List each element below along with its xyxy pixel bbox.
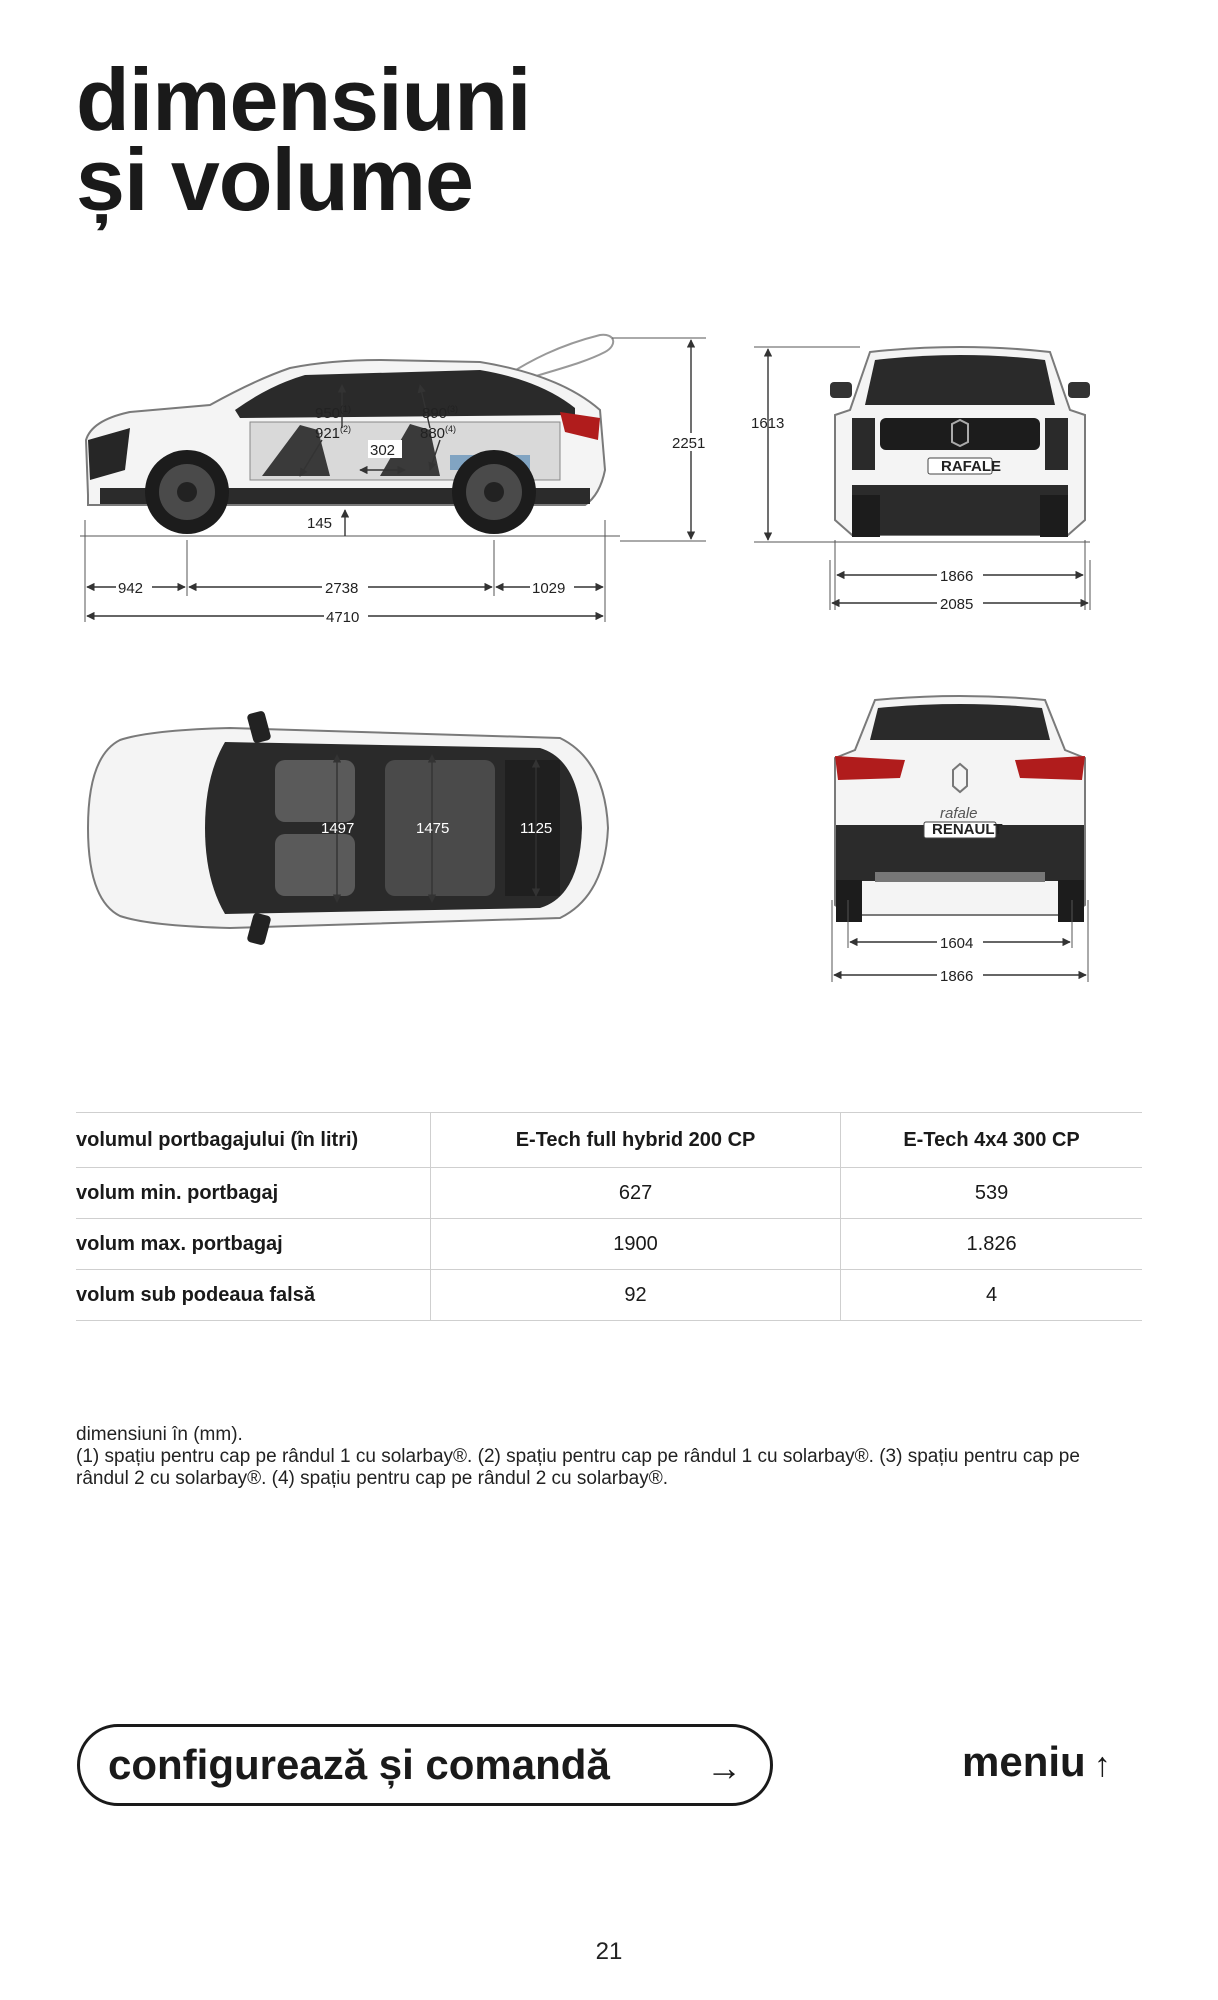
page-title [76,50,531,229]
menu-label: meniu [962,1738,1086,1785]
title-line-1: dimensiuni [76,50,531,149]
table-cell: 1900 [431,1219,841,1270]
headroom-front-1: 950$^{(1)}$ [315,404,352,422]
page-number: 21 [595,1938,623,1965]
table-row [76,1168,1142,1219]
title-line-2: și volume [76,130,473,229]
rear-track: 1604 [940,935,974,952]
height-open-tailgate: 2251 [672,435,706,452]
configure-and-order-button[interactable] [77,1724,773,1806]
trunk-volume-table [76,1112,1142,1321]
table-row [76,1270,1142,1321]
table-cell: 92 [431,1270,841,1321]
footnotes [76,1424,1136,1490]
svg-text:rafale: rafale [940,805,978,822]
wheelbase: 2738 [325,580,359,597]
rear-badge: RENAULT [932,821,1003,838]
rear-elbow-width: 1475 [416,820,450,837]
table-cell: volum sub podeaua falsă [76,1270,431,1321]
overall-length: 4710 [326,609,360,626]
table-header: E-Tech full hybrid 200 CP [431,1113,841,1168]
table-row [76,1219,1142,1270]
headroom-rear-3: 890$^{(3)}$ [422,404,459,422]
front-view [751,347,1090,613]
rear-overhang: 1029 [532,580,566,597]
knee-room: 302 [370,442,396,459]
table-cell: volum min. portbagaj [76,1168,431,1219]
table-header: E-Tech 4x4 300 CP [841,1113,1142,1168]
ground-clearance: 145 [307,515,333,532]
front-width-no-mirrors: 1866 [940,568,974,585]
footnote-units: dimensiuni în (mm). [76,1424,243,1445]
table-header-row [76,1113,1142,1168]
table-cell: 627 [431,1168,841,1219]
headroom-front-2: 921$^{(2)}$ [315,424,352,442]
arrow-right-icon: → [706,1747,742,1788]
front-elbow-width: 1497 [321,820,355,837]
menu-link[interactable] [962,1738,1111,1786]
footnote-headroom: (1) spațiu pentru cap pe rândul 1 cu solarbay®. (2) spațiu pentru cap pe rândul 1 cu solarbay®. (3) spațiu pentru cap pe rândul 2 cu solarbay®. (4) spațiu pentru cap pe rândul 2 cu solarbay®. [76,1446,1080,1489]
table-cell: 539 [841,1168,1142,1219]
front-width-mirrors: 2085 [940,596,974,613]
table-cell: 4 [841,1270,1142,1321]
cta-label: configurează și comandă [108,1741,610,1788]
table-header: volumul portbagajului (în litri) [76,1113,431,1168]
rear-view [832,696,1088,985]
headroom-rear-4: 880$^{(4)}$ [420,424,457,442]
front-badge: RAFALE [941,458,1001,475]
trunk-width: 1125 [520,820,553,837]
vehicle-dimensions-diagram [0,300,1218,1020]
table-cell: volum max. portbagaj [76,1219,431,1270]
top-view [88,710,608,946]
side-view [80,335,712,626]
front-view-height: 1613 [751,415,785,432]
rear-width: 1866 [940,968,974,985]
table-cell: 1.826 [841,1219,1142,1270]
arrow-up-icon: ↑ [1093,1746,1111,1784]
front-overhang: 942 [118,580,144,597]
